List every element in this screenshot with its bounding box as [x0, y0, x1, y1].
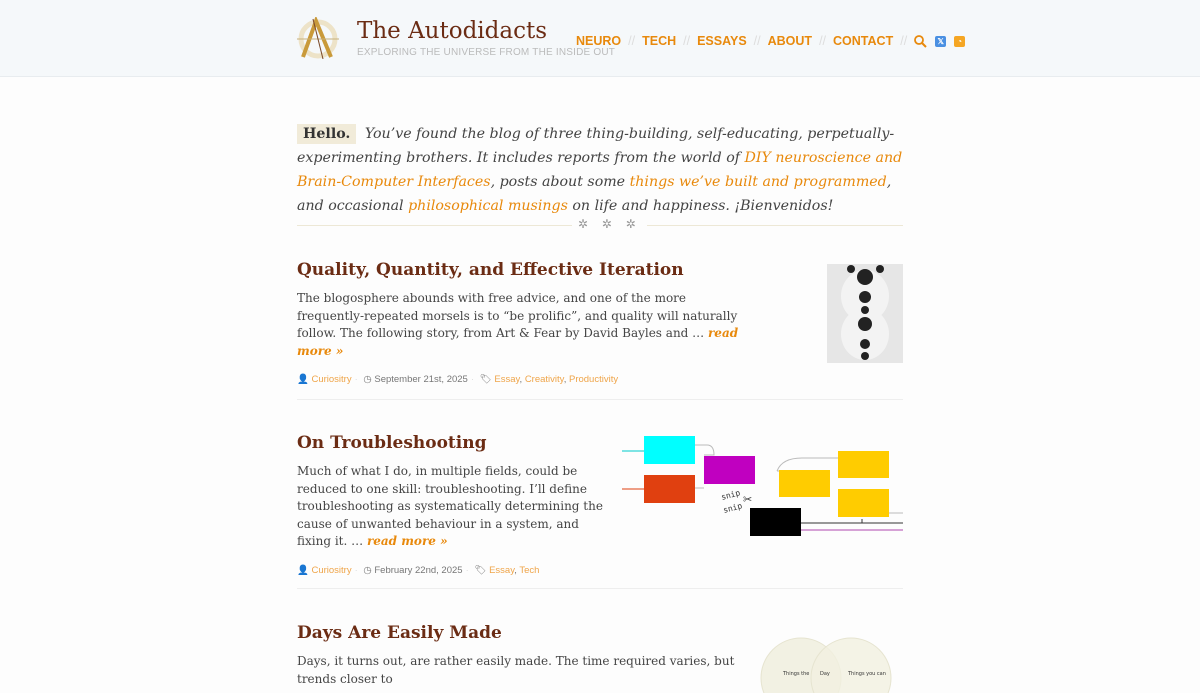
- venn-label: Things you can: [848, 671, 886, 677]
- rss-icon[interactable]: ◔: [954, 36, 965, 47]
- site-tagline: EXPLORING THE UNIVERSE FROM THE INSIDE OUT: [357, 47, 616, 58]
- post-excerpt: Days, it turns out, are rather easily made. The time required varies, but trends closer to: [297, 654, 735, 686]
- divider-stars: ✲ ✲ ✲: [572, 217, 647, 231]
- post-meta: 👤 Curiositry · ◷ February 22nd, 2025 · 🏷 Essay, Tech: [297, 564, 540, 576]
- post-item: [297, 433, 903, 576]
- read-more-link[interactable]: read more »: [297, 326, 739, 358]
- author-icon: 👤: [297, 564, 309, 576]
- excerpt-text: Much of what I do, in multiple fields, could be reduced to one skill: troubleshooting. I’ll define troubleshooting as systematically determining the cause of unwanted behaviour in a system, and fixing it. …: [297, 464, 603, 548]
- post-separator: [297, 588, 903, 589]
- post-excerpt: [297, 290, 747, 360]
- tag-icon: 🏷: [474, 564, 487, 576]
- post-date: February 22nd, 2025: [374, 564, 463, 576]
- author-link[interactable]: Curiositry: [311, 564, 352, 576]
- meta-separator: ·: [470, 374, 475, 385]
- intro-text: [297, 122, 907, 218]
- author-link[interactable]: Curiositry: [311, 374, 352, 385]
- post-item: [297, 623, 903, 688]
- nav-separator: //: [819, 34, 827, 48]
- nav-contact[interactable]: CONTACT: [833, 34, 894, 48]
- post-separator: [297, 399, 903, 400]
- link-things-built[interactable]: things we’ve built and programmed: [629, 174, 887, 190]
- tag-link[interactable]: Tech: [519, 564, 540, 576]
- meta-separator: ·: [354, 564, 358, 576]
- nav-about[interactable]: ABOUT: [767, 34, 813, 48]
- intro-text-2: , posts about some: [490, 174, 630, 190]
- post-date: September 21st, 2025: [374, 374, 468, 385]
- site-logo[interactable]: [297, 17, 339, 59]
- post-thumbnail[interactable]: [827, 264, 903, 363]
- meta-separator: ·: [465, 564, 469, 576]
- post-meta: 👤 Curiositry · ◷ September 21st, 2025 · 🏷 Essay, Creativity, Productivity: [297, 374, 619, 385]
- nav-separator: //: [753, 34, 761, 48]
- scissors-icon: ✂: [743, 493, 753, 506]
- tag-link[interactable]: Essay: [494, 374, 520, 385]
- clock-icon: ◷: [363, 564, 372, 576]
- author-icon: 👤: [297, 374, 309, 385]
- search-icon[interactable]: [914, 35, 927, 48]
- post-title[interactable]: Days Are Easily Made: [297, 623, 502, 643]
- nav-separator: //: [900, 34, 908, 48]
- clock-icon: ◷: [363, 374, 372, 385]
- snip-label: snip: [722, 501, 744, 515]
- troubleshooting-diagram[interactable]: [622, 433, 903, 538]
- link-neuroscience[interactable]: DIY neuroscience and Brain-Computer Interfaces: [297, 150, 903, 190]
- link-musings[interactable]: philosophical musings: [408, 198, 568, 214]
- site-header: [0, 0, 1200, 77]
- nav-essays[interactable]: ESSAYS: [697, 34, 747, 48]
- intro-text-4: on life and happiness. ¡Bienvenidos!: [567, 198, 834, 214]
- meta-separator: ·: [354, 374, 358, 385]
- read-more-link[interactable]: read more »: [366, 534, 448, 548]
- site-title[interactable]: The Autodidacts: [357, 18, 548, 44]
- tag-link[interactable]: Essay: [489, 564, 515, 576]
- tag-link[interactable]: Productivity: [568, 374, 619, 385]
- tag-icon: 🏷: [479, 374, 492, 385]
- hello-badge: Hello.: [297, 124, 356, 144]
- tag-link[interactable]: Creativity: [524, 374, 564, 385]
- post-excerpt: [297, 463, 607, 551]
- venn-label: Things the: [783, 671, 810, 677]
- x-icon[interactable]: 𝕏: [935, 36, 946, 47]
- intro-text-3: , and occasional: [297, 174, 892, 214]
- main-nav: [576, 34, 965, 48]
- snip-label: snip: [720, 488, 742, 502]
- nav-neuro[interactable]: NEURO: [576, 34, 622, 48]
- nav-separator: //: [683, 34, 691, 48]
- nav-tech[interactable]: TECH: [642, 34, 677, 48]
- venn-label: Day: [820, 671, 830, 677]
- post-title[interactable]: Quality, Quantity, and Effective Iteration: [297, 260, 684, 280]
- intro-text-1: You’ve found the blog of three thing-building, self-educating, perpetually-experimenting brothers. It includes reports from the world of: [297, 126, 895, 166]
- post-title[interactable]: On Troubleshooting: [297, 433, 487, 453]
- excerpt-text: The blogosphere abounds with free advice, and one of the more frequently-repeated morsels is to “be prolific”, and quality will naturally follow. The following story, from Art & Fear by David Bayles and …: [297, 291, 738, 340]
- nav-separator: //: [628, 34, 636, 48]
- post-item: [297, 260, 903, 385]
- venn-diagram[interactable]: [759, 633, 894, 693]
